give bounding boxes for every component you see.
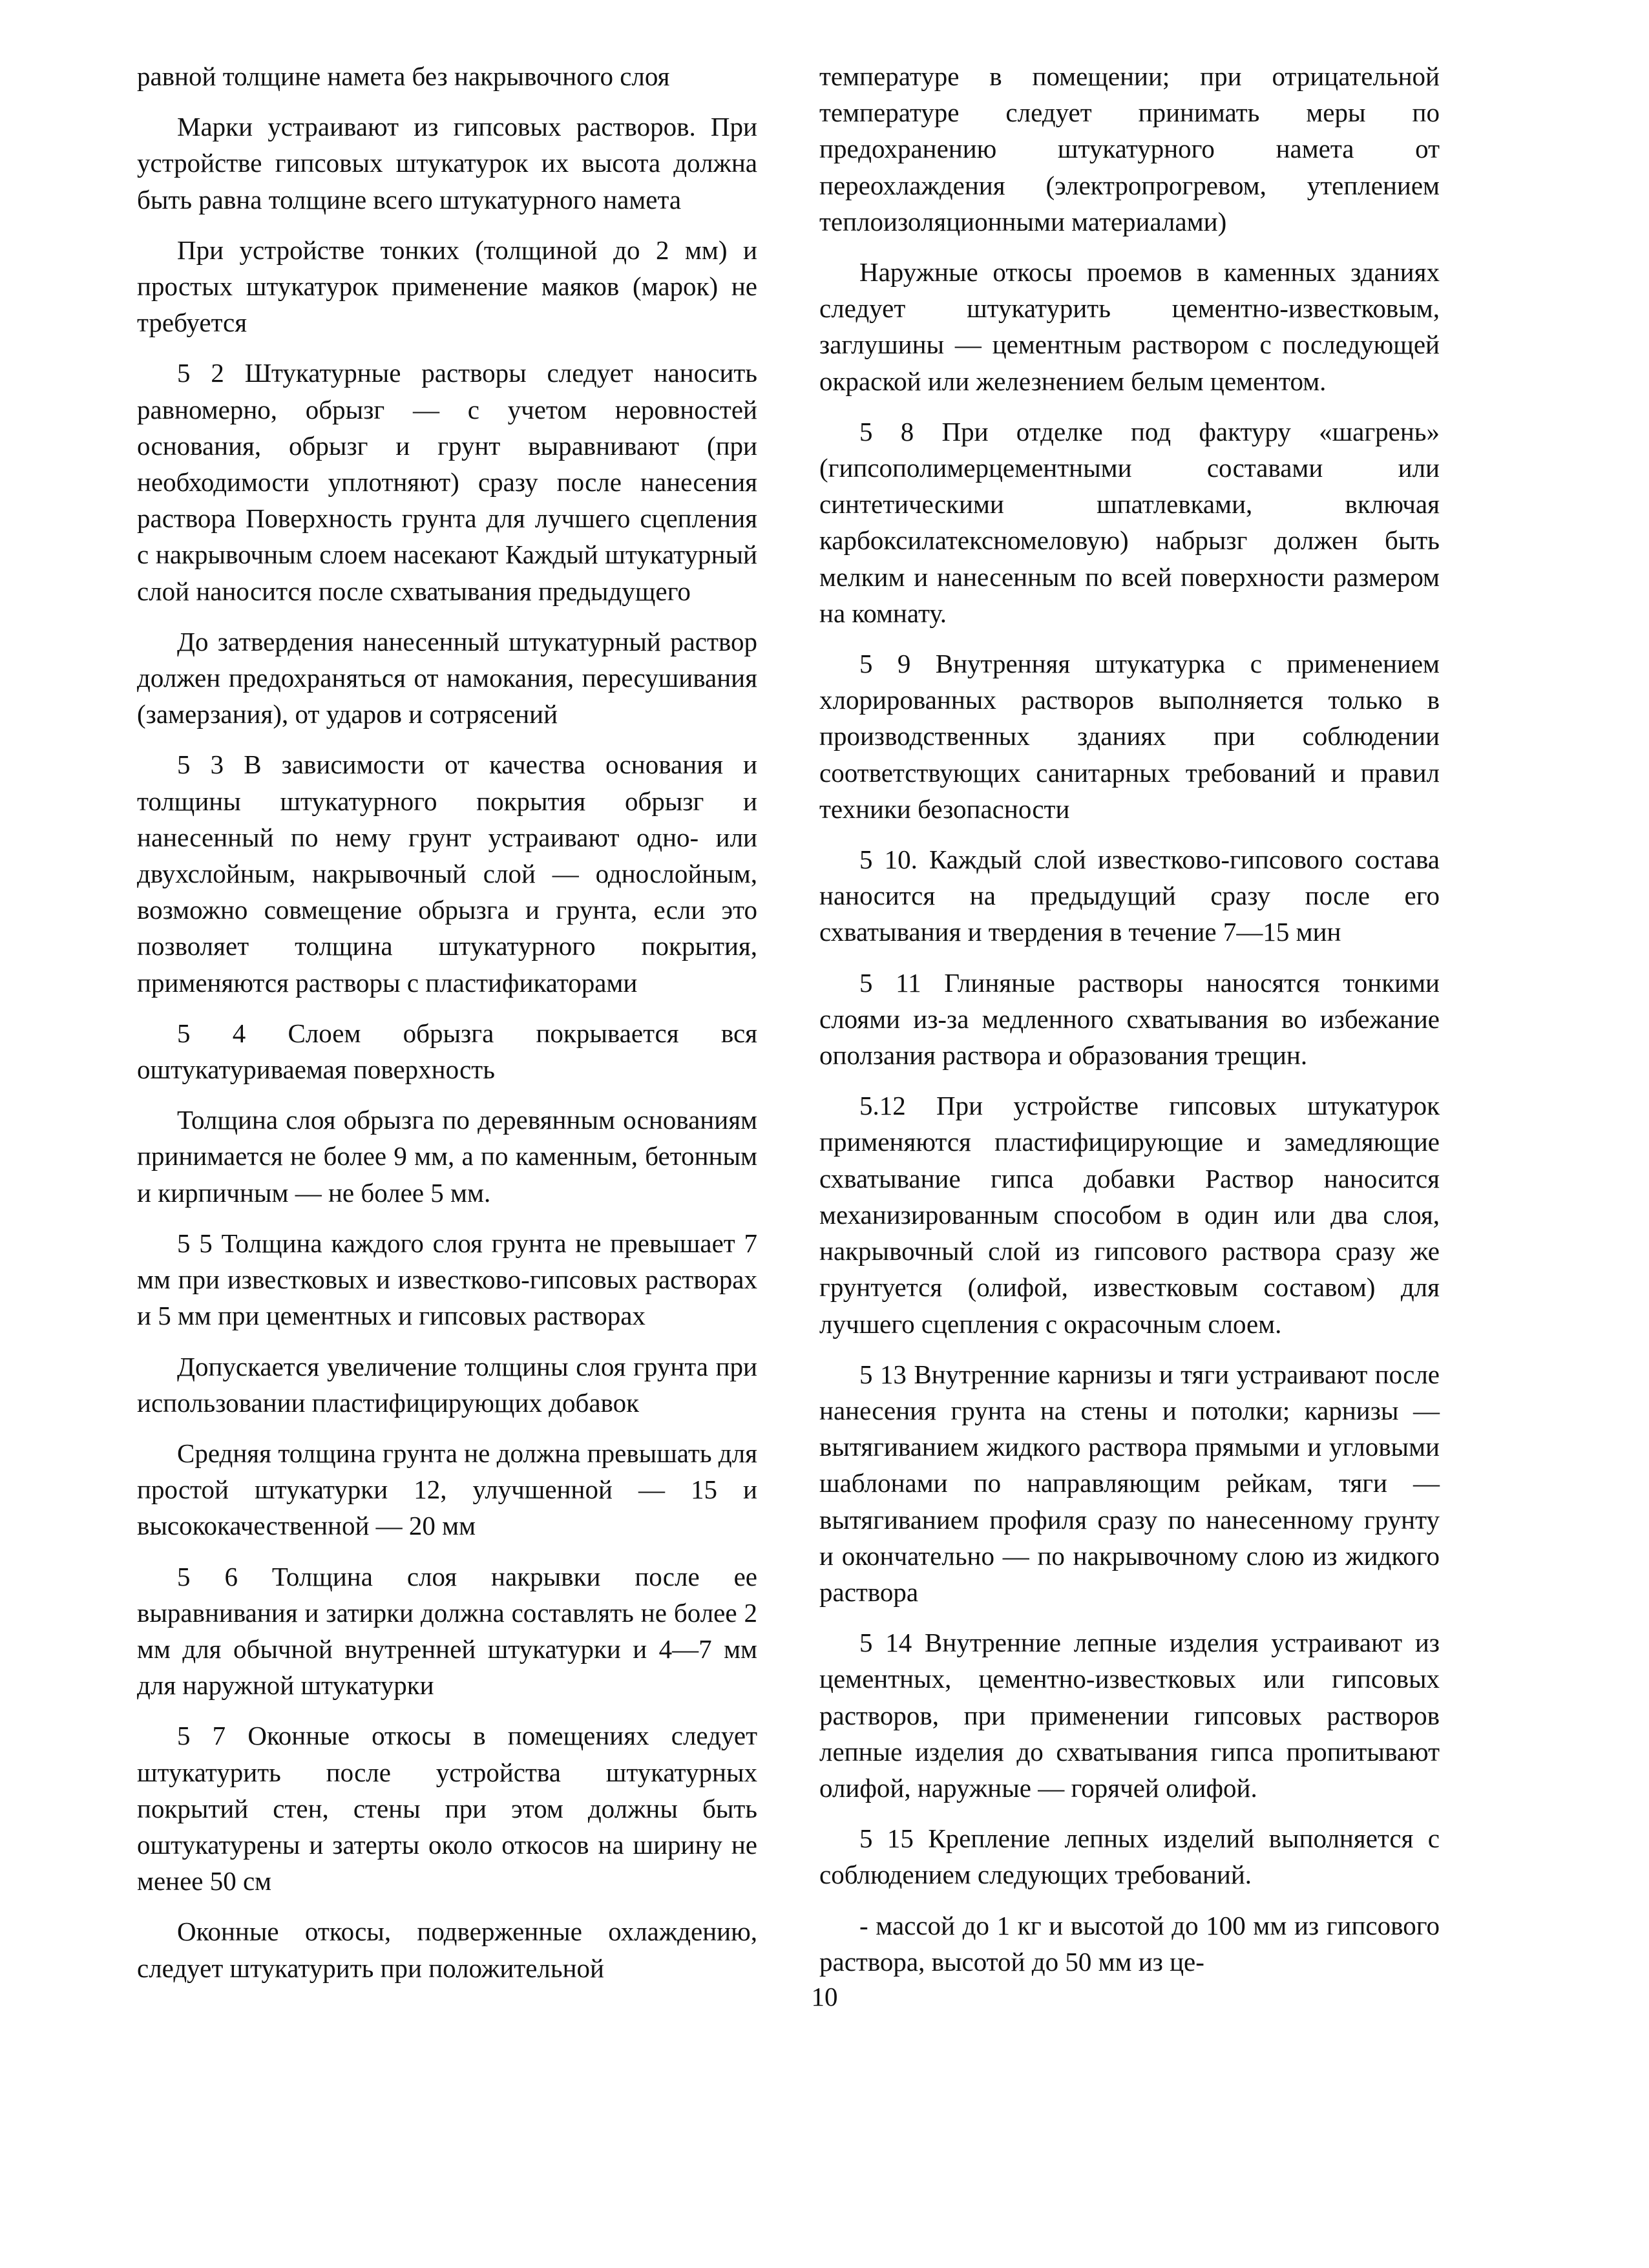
paragraph: 5 6 Толщина слоя накрывки после ее выравнивания и затирки должна составлять не более 2 мм для обычной внутренней штукатурки и 4—7 мм для наружной штукатурки bbox=[137, 1561, 757, 1701]
paragraph: температуре в помещении; при отрицательной температуре следует принимать меры по предохранению штукатурного намета от переохлаждения (электропрогревом, утеплением теплоизоляционными материалами) bbox=[819, 61, 1440, 236]
paragraph: 5 7 Оконные откосы в помещениях следует штукатурить после устройства штукатурных покрытий стен, стены при этом должны быть оштукатурены и затерты около откосов на ширину не менее 50 см bbox=[137, 1721, 757, 1896]
paragraph: 5 4 Слоем обрызга покрывается вся оштукатуриваемая поверхность bbox=[137, 1018, 757, 1085]
paragraph: 5 15 Крепление лепных изделий выполняется с соблюдением следующих требований. bbox=[819, 1823, 1440, 1890]
paragraph: 5 13 Внутренние карнизы и тяги устраивают после нанесения грунта на стены и потолки; карнизы — вытягиванием жидкого раствора прямыми и угловыми шаблонами по направляющим рейкам, тяги — вытягиванием профиля сразу по нанесенному грунту и окончательно — по накрывочному слою из жидкого раствора bbox=[819, 1359, 1440, 1607]
paragraph: 5 9 Внутренняя штукатурка с применением хлорированных растворов выполняется только в производственных зданиях при соблюдении соответствующих санитарных требований и правил техники безопасности bbox=[819, 649, 1440, 824]
paragraph: 5 14 Внутренние лепные изделия устраивают из цементных, цементно-известковых или гипсовых растворов, при применении гипсовых растворов лепные изделия до схватывания гипса пропитывают олифой, наружные — горячей олифой. bbox=[819, 1628, 1440, 1803]
left-text-column bbox=[137, 58, 757, 2000]
paragraph: 5.12 При устройстве гипсовых штукатурок применяются пластифицирующие и замедляющие схватывание гипса добавки Раствор наносится механизированным способом в один или два слоя, накрывочный слой из гипсового раствора сразу же грунтуется (олифой, известковым составом) для лучшего сцепления с окрасочным слоем. bbox=[819, 1091, 1440, 1339]
paragraph: Марки устраивают из гипсовых растворов. При устройстве гипсовых штукатурок их высота должна быть равна толщине всего штукатурного намета bbox=[137, 112, 757, 215]
paragraph: До затвердения нанесенный штукатурный раствор должен предохраняться от намокания, пересушивания (замерзания), от ударов и сотрясений bbox=[137, 626, 757, 730]
paragraph: 5 2 Штукатурные растворы следует наносить равномерно, обрызг — с учетом неровностей основания, обрызг и грунт выравнивают (при необходимости уплотняют) сразу после нанесения раствора Поверхность грунта для лучшего сцепления с накрывочным слоем насекают Каждый штукатурный слой наносится после схватывания предыдущего bbox=[137, 358, 757, 606]
paragraph: 5 10. Каждый слой известково-гипсового состава наносится на предыдущий сразу после его схватывания и твердения в течение 7—15 мин bbox=[819, 845, 1440, 947]
paragraph: 5 5 Толщина каждого слоя грунта не превышает 7 мм при известковых и известково-гипсовых растворах и 5 мм при цементных и гипсовых растворах bbox=[137, 1228, 757, 1331]
paragraph: Допускается увеличение толщины слоя грунта при использовании пластифицирующих добавок bbox=[137, 1351, 757, 1418]
paragraph: 5 11 Глиняные растворы наносятся тонкими слоями из-за медленного схватывания во избежание оползания раствора и образования трещин. bbox=[819, 967, 1440, 1071]
paragraph: Оконные откосы, подверженные охлаждению, следует штукатурить при положительной bbox=[137, 1916, 757, 1983]
right-text-column bbox=[819, 58, 1440, 1994]
page-number: 10 bbox=[811, 1982, 838, 2011]
paragraph: - массой до 1 кг и высотой до 100 мм из гипсового раствора, высотой до 50 мм из це- bbox=[819, 1910, 1440, 1977]
paragraph: Наружные откосы проемов в каменных зданиях следует штукатурить цементно-известковым, заглушины — цементным раствором с последующей окраской или железнением белым цементом. bbox=[819, 257, 1440, 396]
paragraph: 5 8 При отделке под фактуру «шагрень» (гипсополимерцементными составами или синтетическими шпатлевками, включая карбоксилатексномеловую) набрызг должен быть мелким и нанесенным по всей поверхности размером на комнату. bbox=[819, 416, 1440, 628]
paragraph: При устройстве тонких (толщиной до 2 мм) и простых штукатурок применение маяков (марок) не требуется bbox=[137, 235, 757, 338]
paragraph: равной толщине намета без накрывочного слоя bbox=[137, 61, 670, 91]
paragraph: Средняя толщина грунта не должна превышать для простой штукатурки 12, улучшенной — 15 и высококачественной — 20 мм bbox=[137, 1438, 757, 1541]
paragraph: 5 3 В зависимости от качества основания и толщины штукатурного покрытия обрызг и нанесенный по нему грунт устраивают одно- или двухслойным, накрывочный слой — однослойным, возможно совмещение обрызга и грунта, если это позволяет толщина штукатурного покрытия, применяются растворы с пластификаторами bbox=[137, 750, 757, 998]
paragraph: Толщина слоя обрызга по деревянным основаниям принимается не более 9 мм, а по каменным, бетонным и кирпичным — не более 5 мм. bbox=[137, 1105, 757, 1208]
